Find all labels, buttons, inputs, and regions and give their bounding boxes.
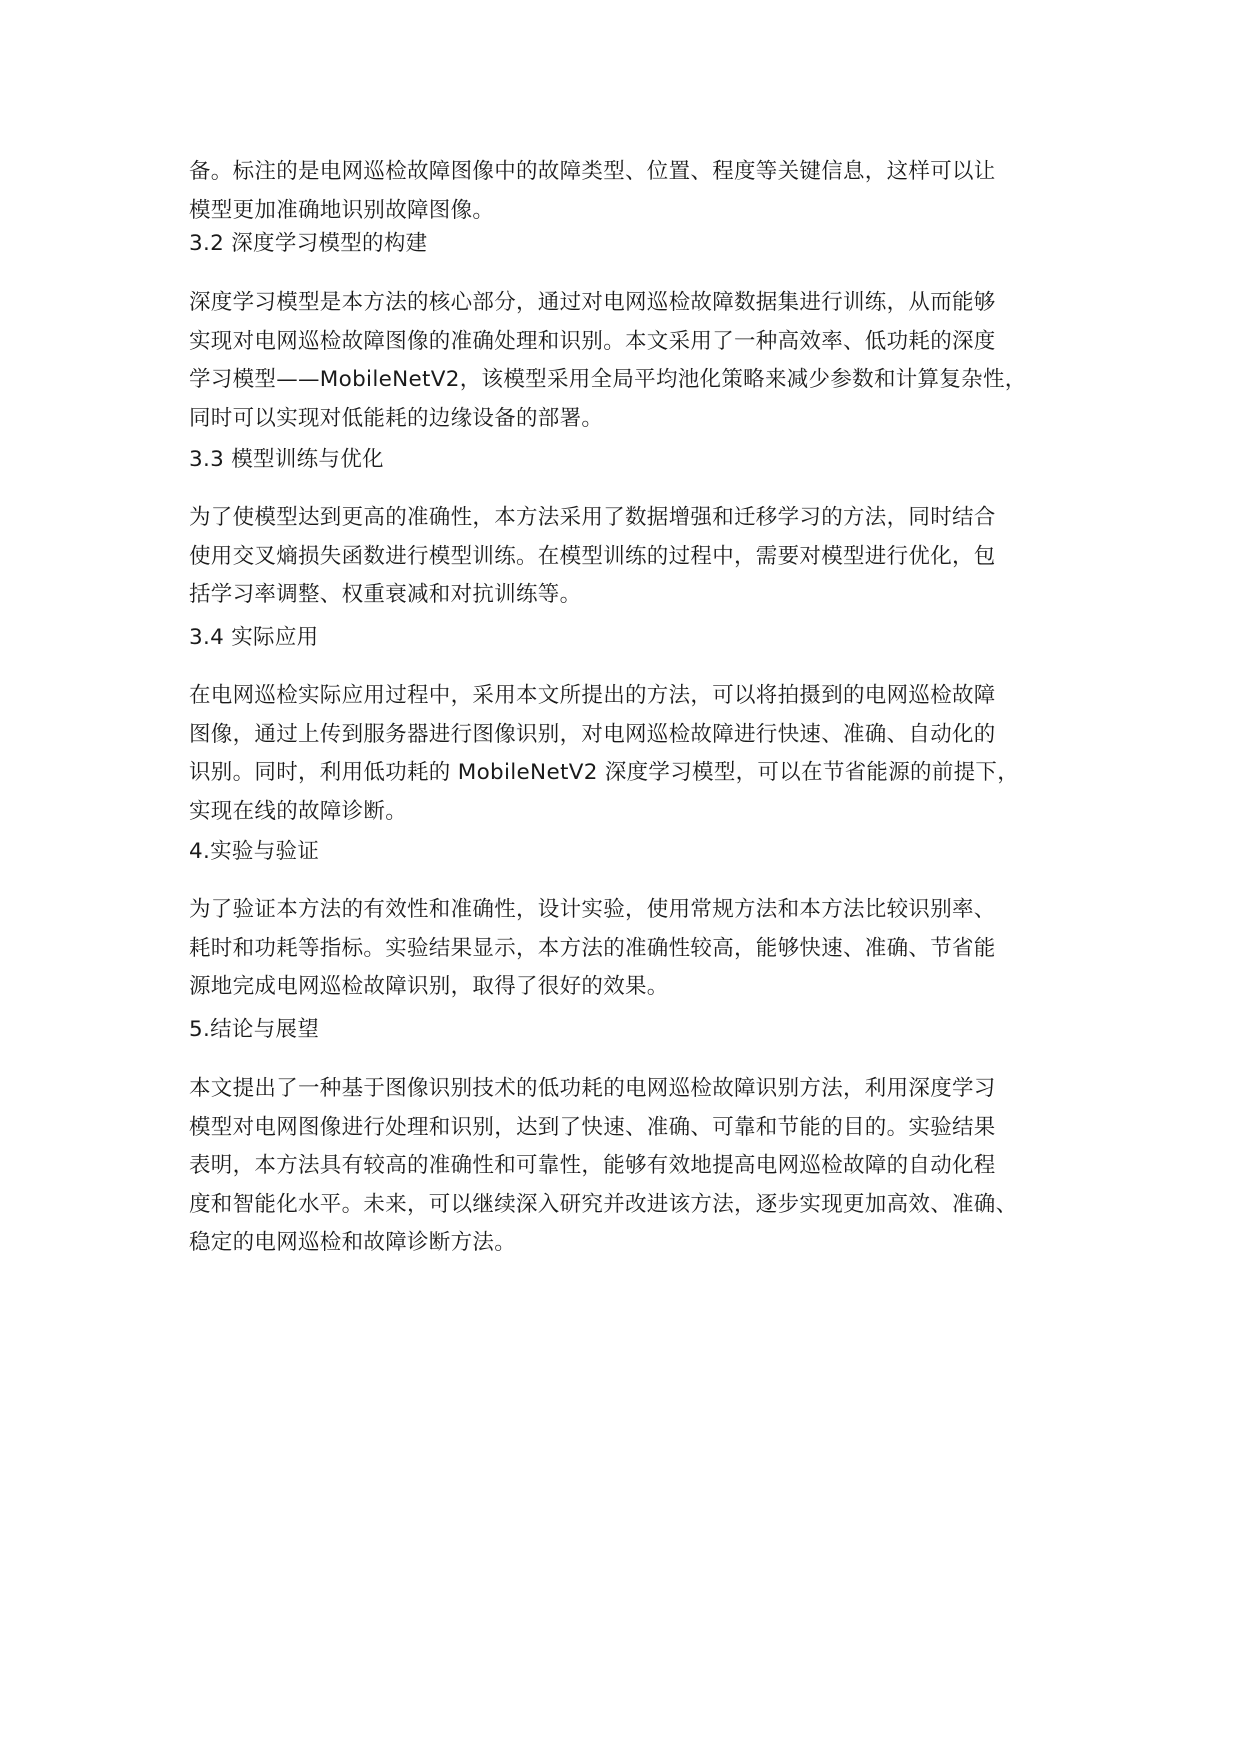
paragraph-line: 实现在线的故障诊断。	[189, 798, 408, 824]
paragraph-line: 稳定的电网巡检和故障诊断方法。	[189, 1230, 517, 1255]
section-heading: 3.4 实际应用	[189, 625, 319, 650]
paragraph-line: 模型对电网图像进行处理和识别，达到了快速、准确、可靠和节能的目的。实验结果	[189, 1114, 996, 1140]
section-4-heading	[189, 833, 1089, 872]
paragraph-line: 本文提出了一种基于图像识别技术的低功耗的电网巡检故障识别方法，利用深度学习	[189, 1076, 996, 1101]
paragraph-line: 实现对电网巡检故障图像的准确处理和识别。本文采用了一种高效率、低功耗的深度	[189, 328, 996, 354]
section-heading: 3.2 深度学习模型的构建	[189, 231, 428, 256]
section-heading: 5.结论与展望	[189, 1017, 320, 1042]
section-heading: 3.3 模型训练与优化	[189, 447, 384, 472]
paragraph-line: 度和智能化水平。未来，可以继续深入研究并改进该方法，逐步实现更加高效、准确、	[189, 1191, 1018, 1217]
paragraph-line: 在电网巡检实际应用过程中，采用本文所提出的方法，可以将拍摄到的电网巡检故障	[189, 683, 996, 708]
paragraph-line: 表明，本方法具有较高的准确性和可靠性，能够有效地提高电网巡检故障的自动化程	[189, 1153, 996, 1178]
section-3-4-paragraph	[189, 677, 1089, 831]
section-5-paragraph	[189, 1070, 1089, 1263]
paragraph-line: 备。标注的是电网巡检故障图像中的故障类型、位置、程度等关键信息，这样可以让	[189, 159, 996, 184]
section-3-3-paragraph	[189, 499, 1089, 615]
section-3-2-paragraph	[189, 284, 1089, 438]
section-3-4-heading	[189, 619, 1089, 658]
section-5-heading	[189, 1011, 1089, 1050]
paragraph-line: 深度学习模型是本方法的核心部分，通过对电网巡检故障数据集进行训练，从而能够	[189, 290, 996, 315]
paragraph-line: 学习模型——MobileNetV2，该模型采用全局平均池化策略来减少参数和计算复杂性，	[189, 367, 1027, 392]
section-4-paragraph	[189, 891, 1089, 1007]
paragraph-line: 源地完成电网巡检故障识别，取得了很好的效果。	[189, 974, 669, 999]
paragraph-line: 同时可以实现对低能耗的边缘设备的部署。	[189, 405, 604, 431]
section-heading: 4.实验与验证	[189, 839, 320, 864]
paragraph-line: 为了使模型达到更高的准确性，本方法采用了数据增强和迁移学习的方法，同时结合	[189, 505, 996, 530]
paragraph-line: 图像，通过上传到服务器进行图像识别，对电网巡检故障进行快速、准确、自动化的	[189, 721, 996, 747]
paragraph-line: 耗时和功耗等指标。实验结果显示，本方法的准确性较高，能够快速、准确、节省能	[189, 935, 996, 961]
section-3-2-heading	[189, 225, 1089, 264]
paragraph-line: 为了验证本方法的有效性和准确性，设计实验，使用常规方法和本方法比较识别率、	[189, 897, 996, 922]
intro-paragraph	[189, 153, 1089, 230]
paragraph-line: 使用交叉熵损失函数进行模型训练。在模型训练的过程中，需要对模型进行优化，包	[189, 543, 996, 569]
paragraph-line: 识别。同时，利用低功耗的 MobileNetV2 深度学习模型，可以在节省能源的前提下，	[189, 760, 1020, 785]
section-3-3-heading	[189, 441, 1089, 480]
paragraph-line: 括学习率调整、权重衰减和对抗训练等。	[189, 582, 582, 607]
paragraph-line: 模型更加准确地识别故障图像。	[189, 197, 495, 223]
